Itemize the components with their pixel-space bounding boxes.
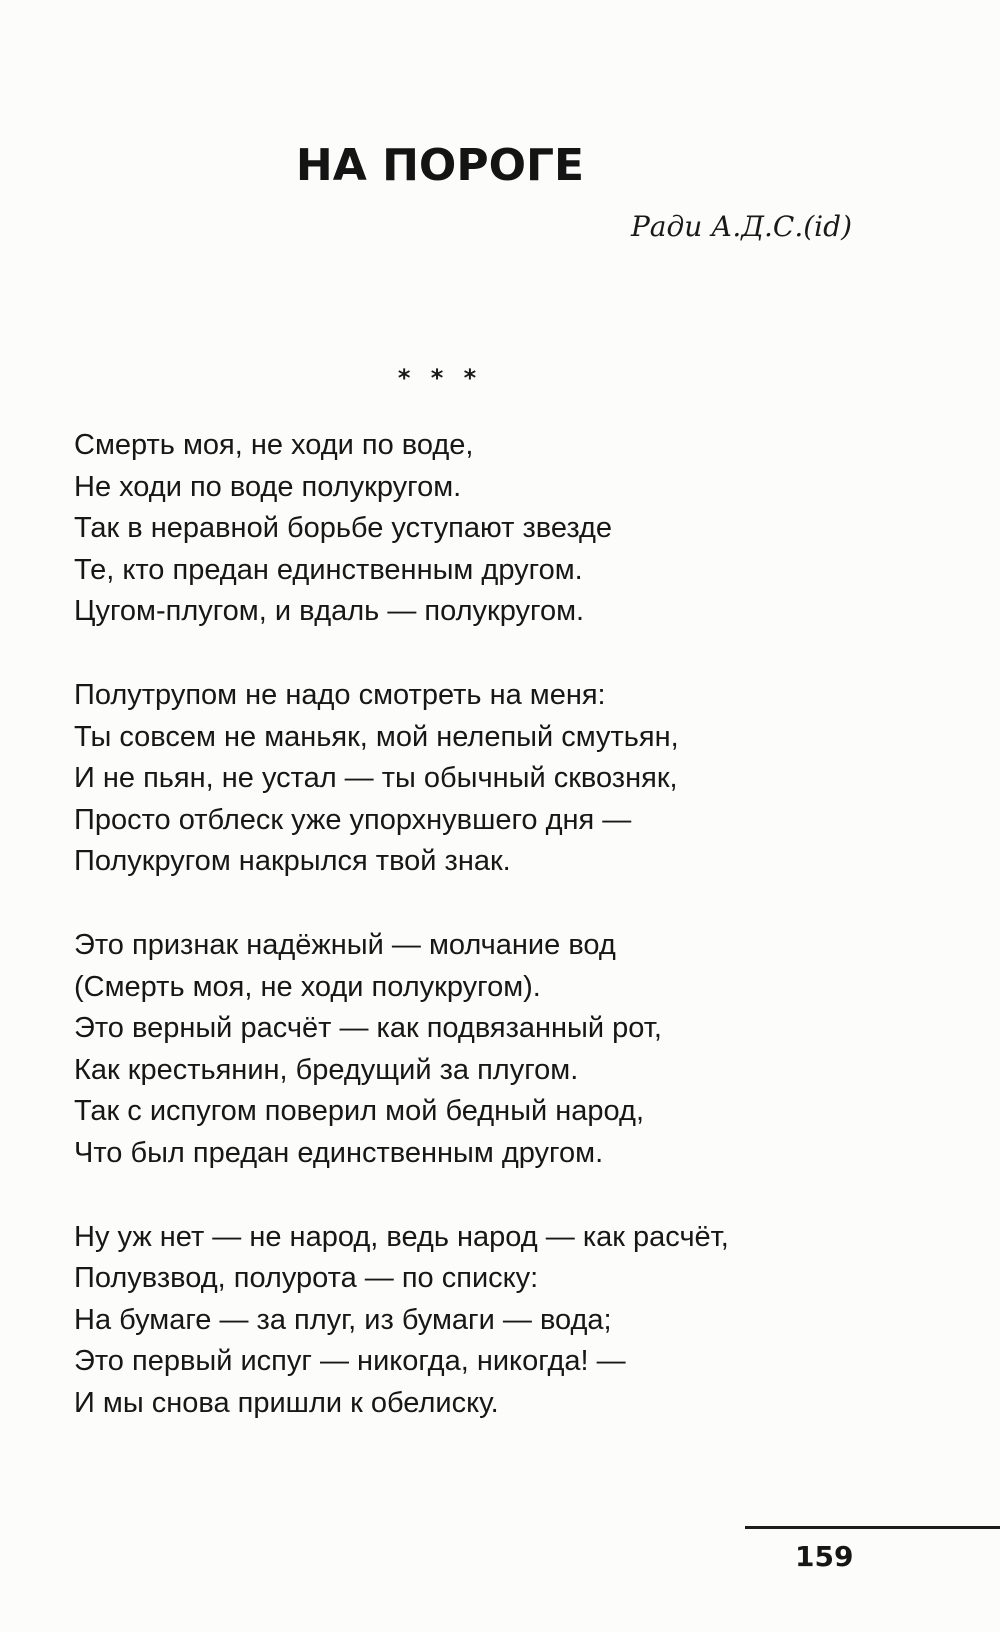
poem-title: НА ПОРОГЕ xyxy=(295,140,585,191)
page-number: 159 xyxy=(795,1540,854,1573)
poem-line: Полутрупом не надо смотреть на меня: xyxy=(74,678,606,711)
poem-body xyxy=(74,425,924,1466)
stanza-2 xyxy=(74,675,924,883)
poem-line: Цугом-плугом, и вдаль — полукругом. xyxy=(74,595,585,628)
poem-line: Так в неравной борьбе уступают звезде xyxy=(74,512,613,545)
poem-line: Это верный расчёт — как подвязанный рот, xyxy=(74,1012,662,1045)
poem-line: (Смерть моя, не ходи полукругом). xyxy=(74,970,541,1003)
poem-line: Полукругом накрылся твой знак. xyxy=(74,845,511,878)
poem-line: И мы снова пришли к обелиску. xyxy=(74,1386,499,1419)
poem-line: Ты совсем не маньяк, мой нелепый смутьян, xyxy=(74,720,679,753)
poem-line: И не пьян, не устал — ты обычный сквозняк, xyxy=(74,762,678,795)
footer-rule xyxy=(745,1526,1000,1529)
poem-line: Так с испугом поверил мой бедный народ, xyxy=(74,1095,645,1128)
poem-line: Просто отблеск уже упорхнувшего дня — xyxy=(74,803,632,836)
poem-line: Что был предан единственным другом. xyxy=(74,1136,604,1169)
stanza-3 xyxy=(74,925,924,1175)
poem-line: Ну уж нет — не народ, ведь народ — как расчёт, xyxy=(74,1220,729,1253)
poem-line: Как крестьянин, бредущий за плугом. xyxy=(74,1053,579,1086)
poem-line: Это первый испуг — никогда, никогда! — xyxy=(74,1345,626,1378)
dedication: Ради А.Д.С.(id) xyxy=(630,210,852,243)
poem-line: Не ходи по воде полукругом. xyxy=(74,470,462,503)
stanza-separator: * * * xyxy=(397,364,483,392)
stanza-4 xyxy=(74,1217,924,1425)
poem-line: На бумаге — за плуг, из бумаги — вода; xyxy=(74,1303,612,1336)
poem-line: Смерть моя, не ходи по воде, xyxy=(74,429,474,461)
stanza-1 xyxy=(74,425,924,633)
poem-line: Это признак надёжный — молчание вод xyxy=(74,928,616,961)
poem-line: Те, кто предан единственным другом. xyxy=(74,553,583,586)
poem-line: Полувзвод, полурота — по списку: xyxy=(74,1262,539,1295)
